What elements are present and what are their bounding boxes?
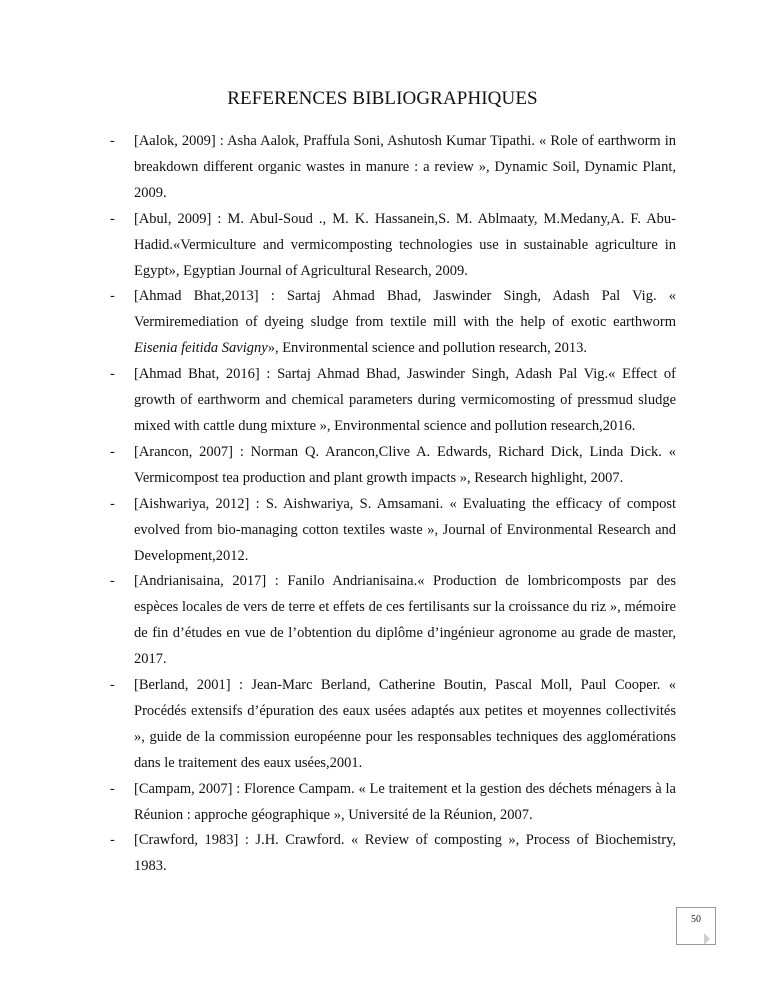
list-dash: - [110, 780, 115, 797]
reference-text: [Campam, 2007] : Florence Campam. « Le traitement et la gestion des déchets ménagers à la Réunion : approche géographique », Université de la Réunion, 2007. [134, 780, 676, 823]
reference-text: [Andrianisaina, 2017] : Fanilo Andrianisaina.« Production de lombricomposts par des espèces locales de vers de terre et effets de ces fertilisants sur la croissance du riz », mémoire de fin d’études en vue de l’obtention du diplôme d’ingénieur agronome au grade de master, 2017. [134, 573, 676, 668]
reference-item [0, 207, 765, 285]
reference-item [0, 129, 765, 207]
reference-item [0, 777, 765, 829]
page-title: REFERENCES BIBLIOGRAPHIQUES [227, 88, 538, 109]
folded-corner-edge [704, 933, 716, 945]
reference-item [0, 440, 765, 492]
reference-text: [Crawford, 1983] : J.H. Crawford. « Review of composting », Process of Biochemistry, 1983. [134, 832, 676, 875]
reference-item [0, 569, 765, 673]
reference-list [0, 129, 765, 880]
reference-item [0, 492, 765, 570]
reference-text [134, 284, 676, 362]
reference-item [0, 673, 765, 777]
reference-text: [Aalok, 2009] : Asha Aalok, Praffula Soni, Ashutosh Kumar Tipathi. « Role of earthworm in breakdown different organic wastes in manure : a review », Dynamic Soil, Dynamic Plant, 2009. [134, 133, 676, 201]
list-dash: - [110, 366, 115, 383]
list-dash: - [110, 210, 115, 227]
reference-item [0, 284, 765, 362]
reference-text: [Berland, 2001] : Jean-Marc Berland, Catherine Boutin, Pascal Moll, Paul Cooper. « Procédés extensifs d’épuration des eaux usées adaptés aux petites et moyennes collectivités », guide de la commission européenne pour les responsables techniques des agglomérations dans le traitement des eaux usées,2001. [134, 677, 676, 771]
page-number-box [676, 907, 716, 945]
reference-item [0, 828, 765, 880]
list-dash: - [110, 573, 115, 590]
species-name: Eisenia feitida Savigny [134, 340, 268, 357]
reference-text: [Aishwariya, 2012] : S. Aishwariya, S. Amsamani. « Evaluating the efficacy of compost evolved from bio-managing cotton textiles waste », Journal of Environmental Research and Development,2012. [134, 495, 676, 564]
page-number: 50 [691, 914, 701, 925]
list-dash: - [110, 443, 115, 460]
reference-text: [Abul, 2009] : M. Abul-Soud ., M. K. Hassanein,S. M. Ablmaaty, M.Medany,A. F. Abu-Hadid.«Vermiculture and vermicomposting technologies use in sustainable agriculture in Egypt», Egyptian Journal of Agricultural Research, 2009. [134, 210, 676, 279]
reference-text-end: », Environmental science and pollution research, 2013. [267, 340, 588, 357]
list-dash: - [110, 832, 115, 849]
list-dash: - [110, 677, 115, 694]
reference-text-start: [Ahmad Bhat,2013] : Sartaj Ahmad Bhad, Jaswinder Singh, Adash Pal Vig. « Vermiremediation of dyeing sludge from textile mill with the help of exotic earthworm [134, 288, 676, 331]
list-dash: - [110, 288, 115, 305]
reference-item [0, 362, 765, 440]
list-dash: - [110, 133, 115, 149]
reference-text: [Ahmad Bhat, 2016] : Sartaj Ahmad Bhad, Jaswinder Singh, Adash Pal Vig.« Effect of growth of earthworm and chemical parameters during vermicomosting of pressmud sludge mixed with cattle dung mixture », Environmental science and pollution research,2016. [134, 366, 676, 434]
list-dash: - [110, 495, 115, 512]
reference-text: [Arancon, 2007] : Norman Q. Arancon,Clive A. Edwards, Richard Dick, Linda Dick. « Vermicompost tea production and plant growth impacts », Research highlight, 2007. [134, 443, 676, 486]
